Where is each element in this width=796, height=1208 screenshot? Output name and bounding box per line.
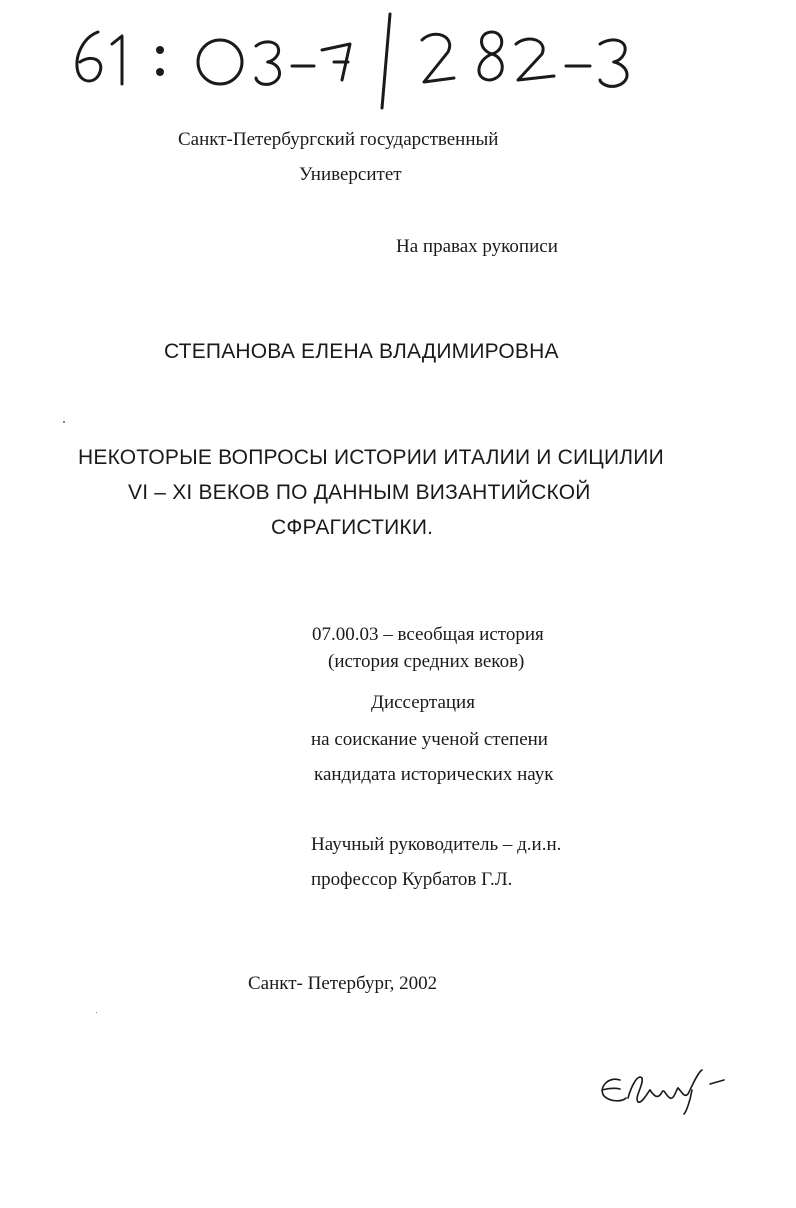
title-line-3: СФРАГИСТИКИ.: [271, 516, 434, 539]
manuscript-note: На правах рукописи: [396, 236, 558, 257]
supervisor-line-2: профессор Курбатов Г.Л.: [311, 869, 513, 890]
specialty-code: 07.00.03 – всеобщая история: [312, 624, 544, 645]
supervisor-line-1: Научный руководитель – д.и.н.: [311, 834, 562, 855]
institution-line-2: Университет: [299, 164, 402, 185]
dissertation-line-1: на соискание ученой степени: [311, 729, 548, 750]
place-year: Санкт- Петербург, 2002: [248, 973, 438, 994]
speck-mark: [63, 421, 65, 423]
author-name: СТЕПАНОВА ЕЛЕНА ВЛАДИМИРОВНА: [164, 340, 559, 363]
dissertation-line-2: кандидата исторических наук: [314, 764, 554, 785]
handwritten-archive-number: [60, 10, 660, 115]
title-line-2: VI – XI ВЕКОВ ПО ДАННЫМ ВИЗАНТИЙСКОЙ: [128, 481, 591, 504]
handwritten-signature: [592, 1062, 732, 1120]
dissertation-heading: Диссертация: [371, 692, 475, 713]
institution-line-1: Санкт-Петербургский государственный: [178, 129, 499, 150]
speck-mark: [96, 1012, 97, 1013]
specialty-subfield: (история средних веков): [328, 651, 525, 672]
title-line-1: НЕКОТОРЫЕ ВОПРОСЫ ИСТОРИИ ИТАЛИИ И СИЦИЛИИ: [78, 446, 664, 469]
